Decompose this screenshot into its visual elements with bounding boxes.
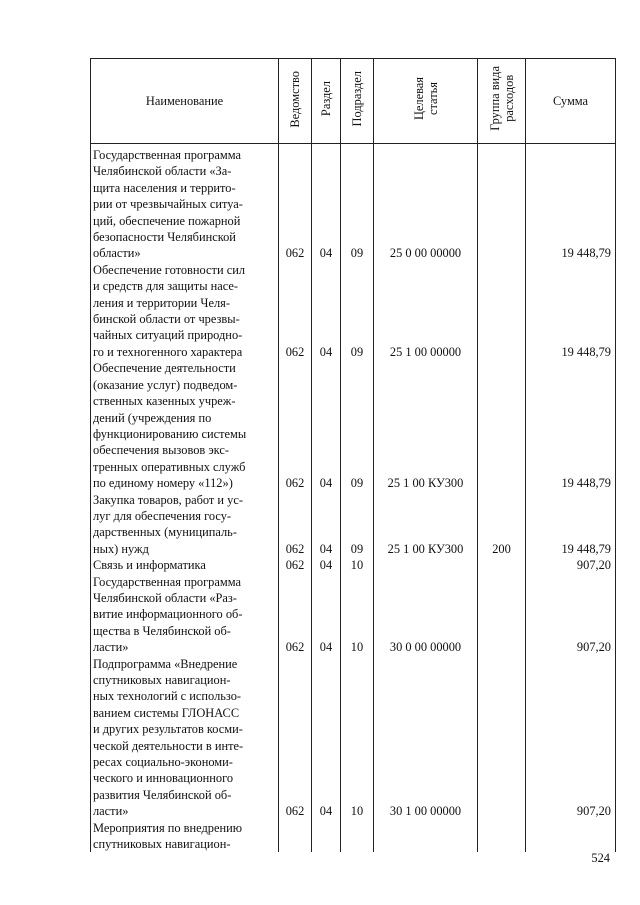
cell-vedomstvo: 062 — [279, 656, 312, 820]
cell-summa: 907,20 — [526, 656, 616, 820]
cell-gruppa-vida — [478, 656, 526, 820]
cell-celevaya-statya: 25 1 00 КУ300 — [374, 360, 478, 491]
cell-podrazdel: 09 — [341, 144, 374, 262]
name-line: (оказание услуг) подведом- — [93, 377, 238, 392]
cell-name — [91, 557, 279, 573]
name-line: ных технологий с использо- — [93, 689, 242, 704]
name-line: чайных ситуаций природно- — [93, 328, 243, 343]
cell-vedomstvo: 062 — [279, 574, 312, 656]
table-row — [91, 262, 616, 360]
name-line: по единому номеру «112») — [93, 476, 233, 491]
cell-gruppa-vida: 200 — [478, 492, 526, 558]
budget-table — [90, 58, 616, 852]
cell-podrazdel: 10 — [341, 557, 374, 573]
cell-vedomstvo: 062 — [279, 144, 312, 262]
name-line: Обеспечение готовности сил — [93, 262, 246, 277]
name-line: рии от чрезвычайных ситуа- — [93, 197, 243, 212]
cell-summa: 907,20 — [526, 557, 616, 573]
cell-name — [91, 144, 279, 262]
cell-razdel — [312, 820, 341, 853]
cell-summa — [526, 820, 616, 853]
cell-vedomstvo: 062 — [279, 557, 312, 573]
cell-vedomstvo: 062 — [279, 492, 312, 558]
name-line: Связь и информатика — [93, 558, 206, 573]
name-line: обеспечения вызовов экс- — [93, 443, 230, 458]
cell-podrazdel: 09 — [341, 262, 374, 360]
name-line: спутниковых навигацион- — [93, 837, 231, 852]
cell-razdel: 04 — [312, 656, 341, 820]
header-name: Наименование — [91, 59, 279, 144]
cell-gruppa-vida — [478, 574, 526, 656]
name-line: и средств для защиты насе- — [93, 279, 239, 294]
name-line: Закупка товаров, работ и ус- — [93, 492, 243, 507]
cell-gruppa-vida — [478, 557, 526, 573]
header-gruppa-vida-rashodov: Группа вида расходов — [478, 59, 526, 144]
cell-gruppa-vida — [478, 144, 526, 262]
cell-name — [91, 820, 279, 853]
table-row — [91, 820, 616, 853]
cell-podrazdel — [341, 820, 374, 853]
name-line: Челябинской области «За- — [93, 164, 232, 179]
name-line: Обеспечение деятельности — [93, 361, 236, 376]
cell-vedomstvo: 062 — [279, 262, 312, 360]
name-line: развития Челябинской об- — [93, 787, 232, 802]
cell-celevaya-statya: 25 0 00 00000 — [374, 144, 478, 262]
cell-vedomstvo: 062 — [279, 360, 312, 491]
cell-podrazdel: 10 — [341, 574, 374, 656]
cell-celevaya-statya: 25 1 00 00000 — [374, 262, 478, 360]
cell-summa: 907,20 — [526, 574, 616, 656]
name-line: го и техногенного характера — [93, 344, 243, 359]
cell-celevaya-statya: 30 1 00 00000 — [374, 656, 478, 820]
cell-celevaya-statya: 30 0 00 00000 — [374, 574, 478, 656]
name-line: ций, обеспечение пожарной — [93, 213, 241, 228]
table-body — [91, 144, 616, 853]
cell-name — [91, 656, 279, 820]
cell-celevaya-statya: 25 1 00 КУ300 — [374, 492, 478, 558]
name-line: ресах социально-экономи- — [93, 755, 233, 770]
name-line: щества в Челябинской об- — [93, 623, 231, 638]
cell-razdel: 04 — [312, 360, 341, 491]
cell-name — [91, 574, 279, 656]
table-header-row — [91, 59, 616, 144]
cell-podrazdel: 09 — [341, 492, 374, 558]
header-summa: Сумма — [526, 59, 616, 144]
cell-podrazdel: 09 — [341, 360, 374, 491]
table-row — [91, 360, 616, 491]
name-line: Государственная программа — [93, 574, 241, 589]
cell-razdel: 04 — [312, 492, 341, 558]
cell-summa: 19 448,79 — [526, 144, 616, 262]
cell-podrazdel: 10 — [341, 656, 374, 820]
name-line: луг для обеспечения госу- — [93, 508, 232, 523]
name-line: ческого и инновационного — [93, 771, 234, 786]
cell-summa: 19 448,79 — [526, 492, 616, 558]
name-line: щита населения и террито- — [93, 180, 236, 195]
name-line: Челябинской области «Раз- — [93, 590, 237, 605]
table-row — [91, 656, 616, 820]
cell-celevaya-statya — [374, 557, 478, 573]
name-line: функционированию системы — [93, 426, 247, 441]
table-row — [91, 557, 616, 573]
name-line: дарственных (муниципаль- — [93, 525, 237, 540]
name-line: ласти» — [93, 804, 129, 819]
name-line: ных) нужд — [93, 541, 149, 556]
header-vedomstvo: Ведомство — [279, 59, 312, 144]
header-celevaya-statya: Целевая статья — [374, 59, 478, 144]
name-line: ванием системы ГЛОНАСС — [93, 705, 240, 720]
name-line: Мероприятия по внедрению — [93, 820, 243, 835]
name-line: витие информационного об- — [93, 607, 243, 622]
name-line: области» — [93, 246, 141, 261]
name-line: Подпрограмма «Внедрение — [93, 656, 238, 671]
table-row — [91, 492, 616, 558]
name-line: Государственная программа — [93, 148, 241, 162]
cell-name — [91, 492, 279, 558]
name-line: ласти» — [93, 640, 129, 655]
name-line: безопасности Челябинской — [93, 230, 236, 245]
name-line: дений (учреждения по — [93, 410, 212, 425]
cell-name — [91, 262, 279, 360]
name-line: бинской области от чрезвы- — [93, 312, 240, 327]
cell-gruppa-vida — [478, 820, 526, 853]
header-podrazdel: Подраздел — [341, 59, 374, 144]
cell-razdel: 04 — [312, 144, 341, 262]
cell-gruppa-vida — [478, 360, 526, 491]
table-row — [91, 574, 616, 656]
page-number: 524 — [591, 851, 610, 865]
name-line: тренных оперативных служб — [93, 459, 246, 474]
header-razdel: Раздел — [312, 59, 341, 144]
name-line: ления и территории Челя- — [93, 295, 230, 310]
table-row — [91, 144, 616, 262]
cell-gruppa-vida — [478, 262, 526, 360]
name-line: ственных казенных учреж- — [93, 394, 236, 409]
cell-razdel: 04 — [312, 557, 341, 573]
cell-vedomstvo — [279, 820, 312, 853]
cell-celevaya-statya — [374, 820, 478, 853]
cell-summa: 19 448,79 — [526, 262, 616, 360]
cell-name — [91, 360, 279, 491]
cell-razdel: 04 — [312, 574, 341, 656]
name-line: спутниковых навигацион- — [93, 673, 231, 687]
name-line: ческой деятельности в инте- — [93, 738, 244, 753]
cell-razdel: 04 — [312, 262, 341, 360]
cell-summa: 19 448,79 — [526, 360, 616, 491]
name-line: и других результатов косми- — [93, 722, 243, 737]
